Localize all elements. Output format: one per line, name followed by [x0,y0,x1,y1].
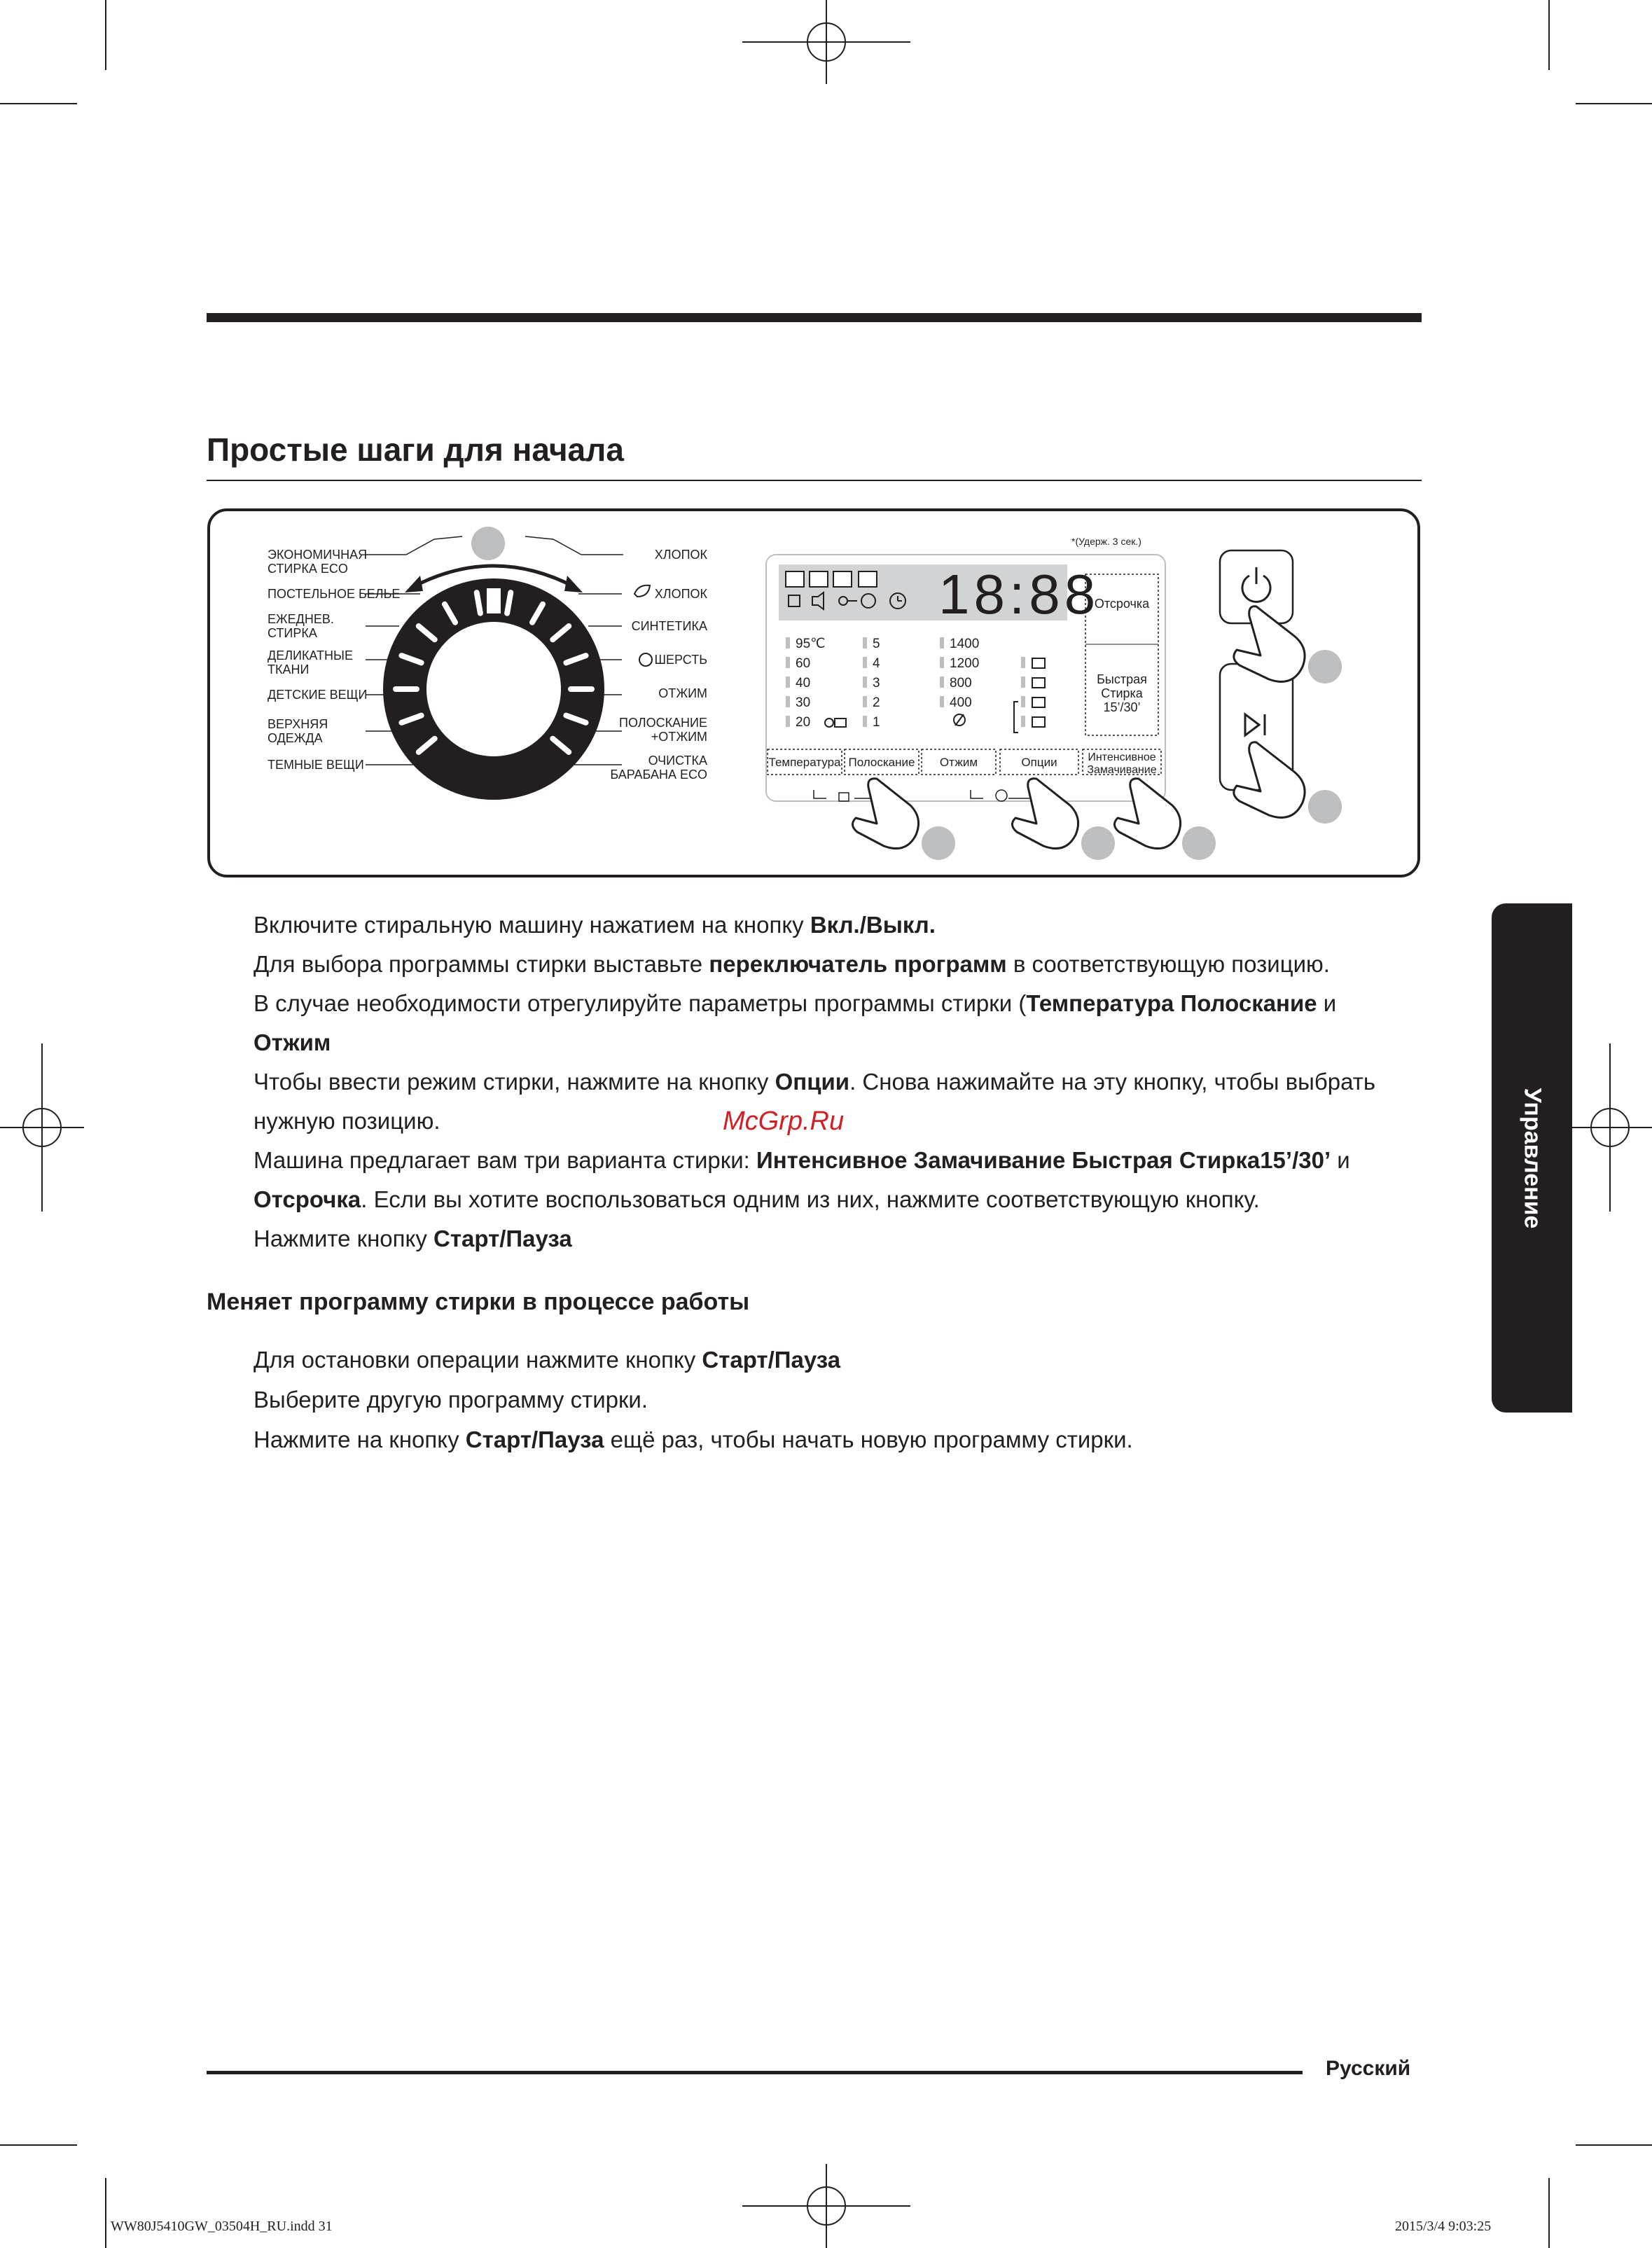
spin-400: 400 [950,695,972,710]
spin-1400: 1400 [950,637,980,651]
side-tab-label: Управление [1519,1088,1546,1228]
dial-tick [477,592,480,613]
wool-icon [639,653,652,666]
dial-label-spin: ОТЖИМ [658,686,707,700]
quick-wash-button-line1[interactable]: Быстрая [1097,672,1147,686]
dial-label-eco-2: СТИРКА ECO [268,562,348,576]
dial-label-bedding: ПОСТЕЛЬНОЕ БЕЛЬЕ [268,587,401,601]
instruction-emphasis: Вкл./Выкл. [810,912,936,938]
temp-30: 30 [796,695,811,710]
dial-label-rinse-2: +ОТЖИМ [651,730,707,744]
instruction-emphasis: Температура Полоскание [1026,990,1317,1016]
dial-label-rinse-1: ПОЛОСКАНИЕ [619,716,707,730]
delay-end-button[interactable]: Отсрочка [1094,597,1150,611]
temp-40: 40 [796,676,811,691]
instruction-line [254,1023,331,1062]
eco-leaf-icon [634,585,650,597]
top-rule [207,313,1422,322]
hand-icons [852,606,1305,849]
instruction-line [254,1380,648,1420]
dial-label-eco-cotton: ХЛОПОК [654,587,707,601]
dial-label-eco-1: ЭКОНОМИЧНАЯ [268,548,368,562]
lcd-digits: 18:88 [938,563,1100,625]
spin-800: 800 [950,676,972,691]
instruction-emphasis: переключатель программ [709,951,1007,977]
registration-mark-right [1568,1043,1652,1212]
rinse-column [873,637,880,730]
quick-wash-button-line3[interactable]: 15’/30’ [1103,700,1141,714]
instruction-line [254,906,936,945]
rinse-4: 4 [873,656,880,671]
title-rule [207,480,1422,481]
instruction-text: . Снова нажимайте на эту кнопку, чтобы выбрать [849,1069,1376,1095]
dial-label-delicate-2: ТКАНИ [268,662,310,677]
dial-label-synthetics: СИНТЕТИКА [631,619,707,633]
intensive-soak-button-line2[interactable]: Замачивание [1087,764,1157,776]
rinse-button[interactable]: Полоскание [848,756,915,769]
page-title: Простые шаги для начала [207,431,624,468]
instruction-text: и [1331,1147,1350,1173]
hold-note: *(Удерж. 3 сек.) [1071,536,1141,547]
instruction-text: Выберите другую программу стирки. [254,1387,648,1413]
instruction-text: В случае необходимости отрегулируйте параметры программы стирки ( [254,990,1027,1016]
dial-label-baby: ДЕТСКИЕ ВЕЩИ [268,688,368,702]
spin-column [950,637,979,710]
language-label: Русский [1326,2057,1411,2080]
child-lock-markers [814,790,1029,801]
registration-mark-bottom [742,2164,910,2248]
footer-timestamp: 2015/3/4 9:03:25 [1395,2219,1492,2234]
instruction-text: Чтобы ввести режим стирки, нажмите на кнопку [254,1069,775,1095]
rinse-2: 2 [873,695,880,710]
side-tab [1492,903,1572,1413]
instruction-emphasis: Интенсивное Замачивание Быстрая Стирка15’/30’ [756,1147,1331,1173]
temperature-column [796,637,825,730]
instruction-text: Нажмите на кнопку [254,1427,466,1452]
bottom-rule [207,2071,1303,2074]
dial-label-cotton: ХЛОПОК [654,548,707,562]
dial-label-dark: ТЕМНЫЕ ВЕЩИ [268,758,364,772]
dial-label-daily-1: ЕЖЕДНЕВ. [268,612,334,626]
dial-label-daily-2: СТИРКА [268,626,317,640]
instruction-text: Нажмите кнопку [254,1226,434,1251]
dial-tick [507,592,511,613]
instruction-line [254,984,1336,1023]
instruction-line [254,945,1330,984]
instruction-line [254,1141,1350,1180]
power-icon [1242,567,1270,602]
registration-mark-top [742,0,910,84]
instruction-line [254,1340,840,1380]
instruction-text: . Если вы хотите воспользоваться одним из них, нажмите соответствующую кнопку. [361,1186,1260,1212]
spin-button[interactable]: Отжим [939,756,978,769]
instruction-line [254,1219,572,1258]
instruction-line [254,1102,440,1141]
option-icons [825,658,1045,733]
intensive-soak-button-line1[interactable]: Интенсивное [1088,751,1156,763]
instruction-emphasis: Старт/Пауза [433,1226,572,1251]
instruction-emphasis: Отсрочка [254,1186,361,1212]
registration-mark-left [0,1043,84,1212]
control-panel-illustration [207,508,1420,877]
rinse-1: 1 [873,715,880,730]
temperature-button[interactable]: Температура [768,756,841,769]
dial-label-wool: ШЕРСТЬ [654,653,707,667]
instruction-text: и [1317,990,1337,1016]
instruction-text: в соответствующую позицию. [1006,951,1330,977]
dial-label-delicate-1: ДЕЛИКАТНЫЕ [268,648,353,662]
dial-label-drum-1: ОЧИСТКА [648,754,707,768]
instruction-line [254,1062,1375,1102]
instruction-text: Для остановки операции нажмите кнопку [254,1347,702,1373]
watermark: McGrp.Ru [723,1106,845,1136]
instruction-emphasis: Опции [775,1069,850,1095]
rinse-5: 5 [873,637,880,651]
subheading: Меняет программу стирки в процессе работы [207,1289,750,1315]
instruction-text: ещё раз, чтобы начать новую программу стирки. [604,1427,1133,1452]
temp-20: 20 [796,715,811,730]
instruction-text: Машина предлагает вам три варианта стирки: [254,1147,756,1173]
program-dial [383,527,604,800]
instruction-line [254,1180,1260,1219]
footer-filename: WW80J5410GW_03504H_RU.indd 31 [111,2219,333,2234]
dial-label-outdoor-1: ВЕРХНЯЯ [268,717,328,731]
instruction-line [254,1420,1133,1459]
options-button[interactable]: Опции [1021,756,1057,769]
instruction-text: нужную позицию. [254,1108,440,1134]
play-pause-icon [1245,714,1265,735]
instruction-text: Включите стиральную машину нажатием на кнопку [254,912,810,938]
dial-labels-right [610,548,707,782]
quick-wash-button-line2[interactable]: Стирка [1101,686,1143,700]
temp-60: 60 [796,656,811,671]
spin-1200: 1200 [950,656,980,671]
instruction-emphasis: Отжим [254,1029,331,1055]
instruction-emphasis: Старт/Пауза [465,1427,604,1452]
dial-label-outdoor-2: ОДЕЖДА [268,731,323,745]
temp-95: 95℃ [796,637,826,651]
dial-label-drum-2: БАРАБАНА ECO [610,768,707,782]
instruction-emphasis: Старт/Пауза [702,1347,841,1373]
rinse-3: 3 [873,676,880,691]
instruction-text: Для выбора программы стирки выставьте [254,951,709,977]
